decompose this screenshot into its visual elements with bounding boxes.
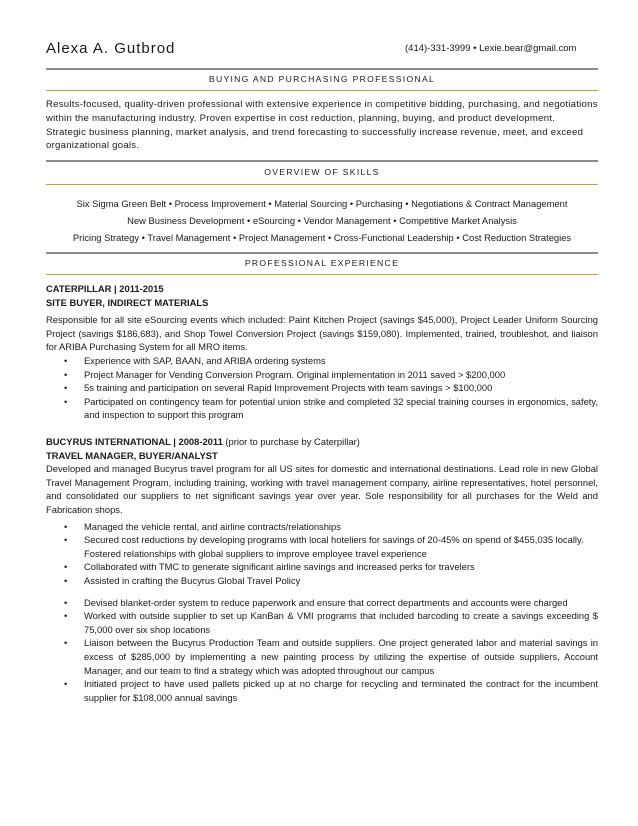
list-item: • Devised blanket-order system to reduce paperwork and ensure that correct departments and accounts were charged <box>46 596 598 610</box>
job-description: Developed and managed Bucyrus travel program for all US sites for domestic and international destinations. Lead role in new Global Travel Management Program, including training, working with travel management company, airline representatives, hotel personnel, and consolidated our suppliers to net significant savings year over year. Sole responsibility for all purchases for the Weld and Fabrication shops. <box>46 463 598 515</box>
job-company-note: (prior to purchase by Caterpillar) <box>222 436 360 447</box>
section-rule-top <box>46 160 598 162</box>
section-rule-bottom <box>46 274 598 275</box>
job-title: SITE BUYER, INDIRECT MATERIALS <box>46 296 209 308</box>
job-bucyrus <box>46 435 598 704</box>
section-rule-bottom <box>46 184 598 185</box>
resume-header <box>46 40 598 58</box>
list-item: • Experience with SAP, BAAN, and ARIBA ordering systems <box>46 354 598 368</box>
list-item: • Liaison between the Bucyrus Production Team and outside suppliers. One project generated labor and material savings in excess of $285,000 by implementing a new painting process by utilizing the expertise of outside suppliers, Account Manager, and our team to find a strategy which was adopted throughout our campus <box>46 636 598 677</box>
list-item: • Managed the vehicle rental, and airline contracts/relationships <box>46 520 598 534</box>
contact-info: (414)-331-3999 • Lexie.bear@gmail.com <box>405 43 577 54</box>
job-title: TRAVEL MANAGER, BUYER/ANALYST <box>46 449 218 461</box>
list-item: • Collaborated with TMC to generate significant airline savings and increased perks for travelers <box>46 560 598 574</box>
job-bullets <box>46 354 598 422</box>
job-company: BUCYRUS INTERNATIONAL | 2008-2011 <box>46 436 223 447</box>
professional-summary: Results-focused, quality-driven professional with extensive experience in competitive bidding, purchasing, and negotiations within the manufacturing industry. Proven expertise in cost reduction, planning, buying, and product development. Strategic business planning, market analysis, and trend forecasting to successfully increase revenue, meet, and exceed organizational goals. <box>46 99 598 152</box>
section-rule-top <box>46 68 598 70</box>
section-title-experience: PROFESSIONAL EXPERIENCE <box>244 258 400 268</box>
skills-line: Pricing Strategy • Travel Management • Project Management • Cross-Functional Leadership • Cost Reduction Strategies <box>72 232 572 243</box>
skills-line: Six Sigma Green Belt • Process Improvement • Material Sourcing • Purchasing • Negotiations & Contract Management <box>76 198 568 209</box>
skills-line: New Business Development • eSourcing • Vendor Management • Competitive Market Analysis <box>127 215 517 226</box>
section-title-skills: OVERVIEW OF SKILLS <box>264 167 380 177</box>
job-caterpillar <box>46 282 598 422</box>
list-item: • Participated on contingency team for potential union strike and completed 32 special training courses in ergonomics, safety, and inspection to support this program <box>46 395 598 422</box>
list-item: • Worked with outside supplier to set up KanBan & VMI programs that included barcoding to create a savings exceeding $ 75,000 over six shop locations <box>46 609 598 636</box>
job-description: Responsible for all site eSourcing events which included: Paint Kitchen Project (savings $45,000), Project Leader Uniform Sourcing Project (savings $186,683), and Shop Towel Conversion Project (savings $159,080). Implemented, trained, troubleshot, and liaison for ARIBA Purchasing System for all MRO items. <box>46 314 598 353</box>
section-rule-bottom <box>46 90 598 91</box>
job-bullets-continued <box>46 596 598 705</box>
section-title-buying: BUYING AND PURCHASING PROFESSIONAL <box>208 74 436 84</box>
skills-list <box>46 195 598 246</box>
list-item: • Secured cost reductions by developing programs with local hoteliers for savings of 20-45% on spend of $455,035 locally. Fostered relationships with global suppliers to improve employee travel experience <box>46 533 598 560</box>
candidate-name: Alexa A. Gutbrod <box>46 40 176 57</box>
list-item: • Project Manager for Vending Conversion Program. Original implementation in 2011 saved > $200,000 <box>46 368 598 382</box>
job-company: CATERPILLAR | 2011-2015 <box>46 283 164 294</box>
section-rule-top <box>46 252 598 254</box>
list-item: • 5s training and participation on several Rapid Improvement Projects with team savings > $100,000 <box>46 381 598 395</box>
list-item: • Initiated project to have used pallets picked up at no charge for recycling and terminated the contract for the incumbent supplier for $108,000 annual savings <box>46 677 598 704</box>
job-bullets <box>46 520 598 588</box>
job-company-line <box>46 435 598 449</box>
list-item: • Assisted in crafting the Bucyrus Global Travel Policy <box>46 574 598 588</box>
